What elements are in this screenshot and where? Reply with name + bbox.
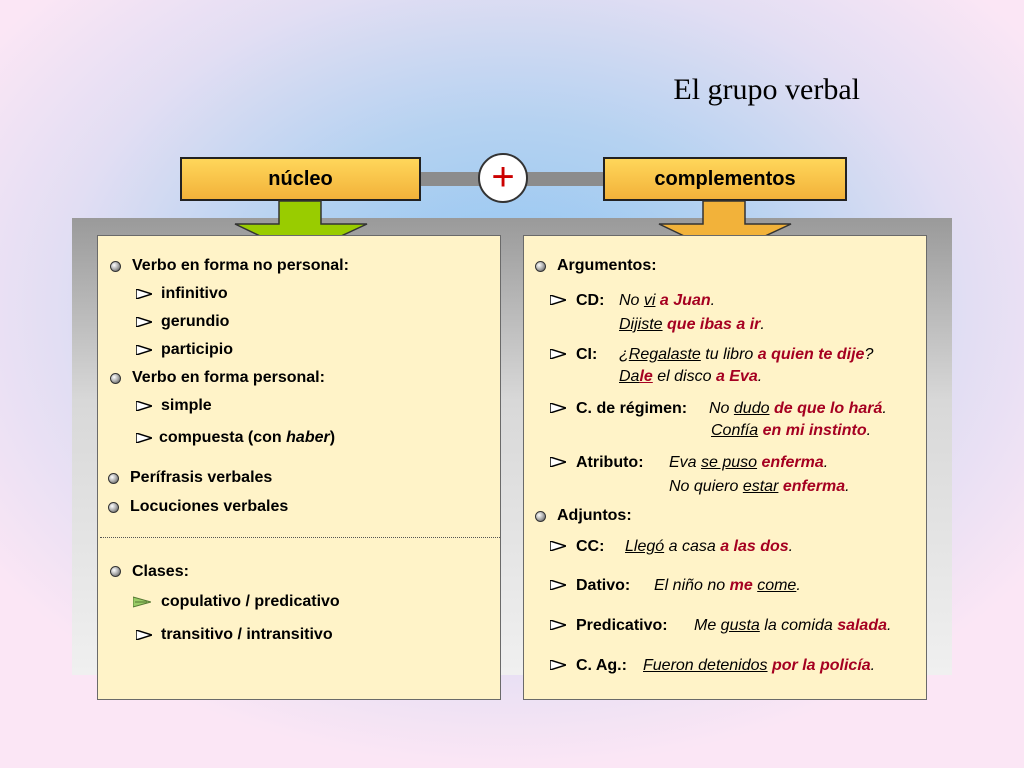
triangle-bullet-icon (550, 580, 566, 590)
ex-text: . (870, 657, 876, 674)
cc-example (625, 538, 793, 556)
triangle-bullet-icon (136, 433, 152, 443)
ci-example-1 (619, 346, 873, 364)
ex-verb: dudo (733, 400, 770, 417)
right-adjuntos: Adjuntos: (557, 507, 632, 524)
triangle-bullet-icon (136, 289, 152, 299)
ex-text: ¿ (619, 346, 629, 363)
cag-example (643, 657, 875, 675)
ex-verb: gusta (720, 617, 760, 634)
ex-text: No (619, 292, 644, 309)
ex-complement: enferma (782, 478, 846, 495)
ex-verb: Dijiste (619, 316, 663, 333)
bullet-icon (110, 566, 121, 577)
ex-text: el disco (652, 368, 716, 385)
ex-text: la comida (759, 617, 838, 634)
ex-complement: enferma (761, 454, 824, 471)
compuesta-text: compuesta (con (159, 429, 287, 446)
ex-text: No (709, 400, 734, 417)
bullet-icon (108, 473, 119, 484)
triangle-bullet-icon (550, 349, 566, 359)
plus-icon: + (478, 153, 528, 203)
ex-verb: Llegó (625, 538, 665, 555)
left-participio: participio (161, 341, 234, 358)
ex-verb: Confía (711, 422, 759, 439)
ex-text: . (760, 316, 765, 333)
ex-text: tu libro (700, 346, 758, 363)
atr-example-1 (669, 454, 828, 472)
ex-complement: que ibas a ir (667, 316, 761, 333)
cd-example-2 (619, 316, 765, 334)
left-compuesta (159, 429, 335, 447)
ex-complement: a Juan (659, 292, 711, 309)
ex-complement: a Eva (715, 368, 758, 385)
cd-label: CD: (576, 292, 605, 309)
ex-text: . (788, 538, 794, 555)
triangle-bullet-icon (550, 457, 566, 467)
left-personal: Verbo en forma personal: (132, 369, 325, 386)
right-argumentos: Argumentos: (557, 257, 657, 274)
ex-text: . (845, 478, 850, 495)
ex-text: . (866, 422, 872, 439)
ex-text: . (887, 617, 892, 634)
page-title: El grupo verbal (673, 73, 860, 106)
left-transitivo: transitivo / intransitivo (161, 626, 333, 643)
ex-text: No quiero (669, 478, 743, 495)
cc-label: CC: (576, 538, 605, 555)
cag-label: C. Ag.: (576, 657, 627, 674)
ex-verb: Da (619, 368, 640, 385)
leaf-bullet-icon (133, 596, 151, 608)
cd-example-1 (619, 292, 715, 310)
cr-example-1 (709, 400, 887, 418)
complementos-label: complementos (654, 168, 796, 190)
ex-verb: vi (643, 292, 656, 309)
atr-example-2 (669, 478, 850, 496)
dotted-divider (100, 537, 500, 538)
bullet-icon (110, 261, 121, 272)
ex-complement: le (639, 368, 653, 385)
bullet-icon (535, 261, 546, 272)
ex-verb: Regalaste (628, 346, 701, 363)
ex-text: . (796, 577, 801, 594)
compuesta-close: ) (329, 429, 336, 446)
ex-text: Me (694, 617, 721, 634)
atr-label: Atributo: (576, 454, 644, 471)
left-locuciones: Locuciones verbales (130, 498, 289, 515)
triangle-bullet-icon (550, 295, 566, 305)
left-infinitivo: infinitivo (161, 285, 228, 302)
left-no-personal: Verbo en forma no personal: (132, 257, 349, 274)
left-clases: Clases: (132, 563, 189, 580)
ex-text: El niño no (654, 577, 730, 594)
ex-verb: Fueron detenidos (643, 657, 768, 674)
ex-complement: me (729, 577, 753, 594)
ex-complement: por la policía (771, 657, 871, 674)
cr-example-2 (711, 422, 871, 440)
triangle-bullet-icon (136, 345, 152, 355)
triangle-bullet-icon (136, 401, 152, 411)
dat-example (654, 577, 801, 595)
bullet-icon (108, 502, 119, 513)
ex-text: a casa (664, 538, 721, 555)
bullet-icon (110, 373, 121, 384)
nucleo-header: núcleo (180, 157, 421, 201)
left-gerundio: gerundio (161, 313, 230, 330)
complementos-header (603, 157, 847, 201)
triangle-bullet-icon (136, 630, 152, 640)
ci-example-2 (619, 368, 762, 386)
ci-label: CI: (576, 346, 598, 363)
triangle-bullet-icon (136, 317, 152, 327)
triangle-bullet-icon (550, 660, 566, 670)
ex-text: . (882, 400, 887, 417)
triangle-bullet-icon (550, 620, 566, 630)
cr-label: C. de régimen: (576, 400, 688, 417)
ex-verb: estar (742, 478, 779, 495)
triangle-bullet-icon (550, 403, 566, 413)
pred-label: Predicativo: (576, 617, 668, 634)
ex-text: . (823, 454, 829, 471)
ex-complement: a las dos (720, 538, 789, 555)
haber-text: haber (286, 429, 330, 446)
ex-text: . (757, 368, 763, 385)
left-simple: simple (161, 397, 212, 414)
ex-complement: en mi instinto (762, 422, 867, 439)
ex-text: ? (864, 346, 874, 363)
triangle-bullet-icon (550, 541, 566, 551)
pred-example (694, 617, 891, 635)
dat-label: Dativo: (576, 577, 631, 594)
ex-text: . (710, 292, 716, 309)
bullet-icon (535, 511, 546, 522)
ex-text: Eva (669, 454, 702, 471)
ex-complement: de que lo hará (773, 400, 883, 417)
ex-verb: se puso (701, 454, 758, 471)
ex-verb: come (757, 577, 797, 594)
left-copulativo: copulativo / predicativo (161, 593, 340, 610)
ex-complement: salada (837, 617, 887, 634)
ex-complement: a quien te dije (757, 346, 865, 363)
left-perifrasis: Perífrasis verbales (130, 469, 273, 486)
